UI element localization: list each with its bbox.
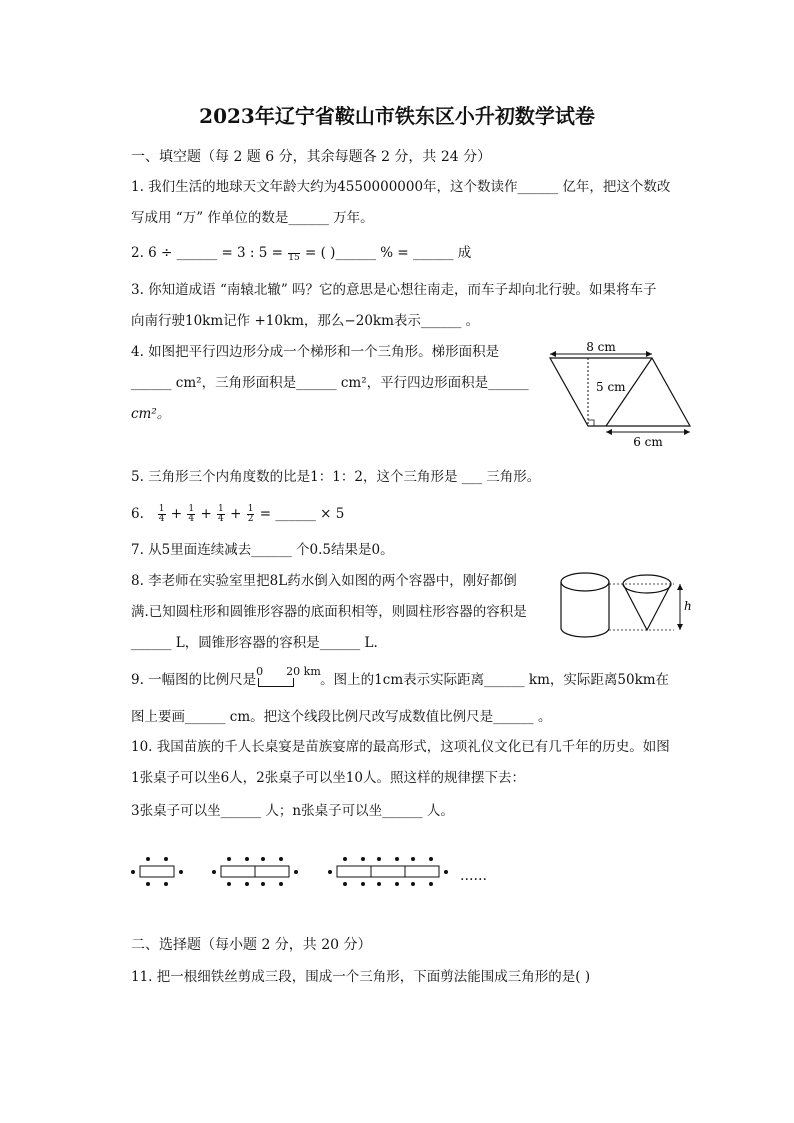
q3-line2: 向南行驶10km记作 +10km，那么−20km表示______ 。 — [131, 313, 480, 329]
q6-eq: = ______ × 5 — [259, 506, 345, 522]
q2-part-b: = ( )______ % = ______ 成 — [305, 245, 472, 261]
q8-line2: 满.已知圆柱形和圆锥形容器的底面积相等，则圆柱形容器的容积是 — [131, 604, 527, 620]
table-1 — [140, 866, 174, 877]
q10-line3: 3张桌子可以坐______ 人；n张桌子可以坐______ 人。 — [131, 803, 454, 819]
q2-line — [131, 243, 471, 263]
q8-line1: 8. 李老师在实验室里把8L药水倒入如图的两个容器中，刚好都倒 — [131, 573, 517, 589]
frac-3: $\frac{1}{4}$ — [218, 504, 224, 524]
section1-heading: 一、填空题（每 2 题 6 分，其余每题各 2 分，共 24 分） — [131, 149, 492, 165]
q2-fraction: 15 — [288, 244, 299, 263]
frac-4: $\frac{1}{2}$ — [247, 504, 254, 524]
bottom-length-label: 6 cm — [633, 435, 663, 449]
parallelogram-figure — [540, 336, 700, 452]
q4-line3: cm²。 — [131, 406, 171, 422]
q1-line2: 写成用 “万” 作单位的数是______ 万年。 — [131, 210, 374, 226]
q2-part-a: 2. 6 ÷ ______ = 3 : 5 = — [131, 245, 283, 261]
q4-line1: 4. 如图把平行四边形分成一个梯形和一个三角形。梯形面积是 — [131, 344, 500, 360]
cylinder-top — [561, 573, 609, 591]
containers-figure — [556, 566, 696, 642]
frac-2: $\frac{1}{4}$ — [188, 504, 195, 524]
h-label: h — [684, 599, 692, 613]
scale-bar: 0 20 km — [256, 670, 320, 690]
q10-line1: 10. 我国苗族的千人长桌宴是苗族宴席的最高形式，这项礼仪文化已有几千年的历史。如图 — [131, 739, 670, 755]
q6-line: 6. $\frac{1}{4}$ + $\frac{1}{4}$ + $\frac{1}{4}$ + $\frac{1}{2}$ = ______ × 5 — [131, 504, 345, 524]
top-arrow-right — [646, 351, 652, 357]
cylinder-bottom — [561, 628, 609, 637]
q4-line2: ______ cm²，三角形面积是______ cm²，平行四边形面积是______ — [131, 375, 529, 391]
q11-text: 11. 把一根细铁丝剪成三段，围成一个三角形，下面剪法能围成三角形的是( ) — [131, 969, 591, 985]
q9-line1: 9. 一幅图的比例尺是 0 20 km 。图上的1cm表示实际距离______ km，实际距离50km在 — [131, 665, 670, 688]
height-label: 5 cm — [596, 380, 626, 394]
bottom-arrow-left — [606, 429, 612, 435]
q3-line1: 3. 你知道成语 “南辕北辙” 吗？它的意思是心想往南走，而车子却向北行驶。如果将车子 — [131, 282, 657, 298]
q9-line2: 图上要画______ cm。把这个线段比例尺改写成数值比例尺是______ 。 — [131, 709, 552, 725]
q7-text: 7. 从5里面连续减去______ 个0.5结果是0。 — [131, 542, 394, 558]
tables-figure — [126, 853, 466, 889]
table-3 — [337, 866, 439, 877]
tables-ellipsis: …… — [460, 868, 487, 884]
q1-line1: 1. 我们生活的地球天文年龄大约为4550000000年，这个数读作______ 亿年，把这个数改 — [131, 179, 671, 195]
right-angle-mark — [588, 420, 594, 426]
bottom-arrow-right — [684, 429, 690, 435]
top-length-label: 8 cm — [586, 340, 616, 354]
exam-title: 2023年辽宁省鞍山市铁东区小升初数学试卷 — [199, 104, 595, 128]
frac-1: $\frac{1}{4}$ — [158, 504, 165, 524]
top-arrow-left — [550, 351, 556, 357]
q5-text: 5. 三角形三个内角度数的比是1：1：2，这个三角形是 ___ 三角形。 — [131, 469, 541, 485]
section2-heading: 二、选择题（每小题 2 分，共 20 分） — [131, 937, 372, 953]
q8-line3: ______ L，圆锥形容器的容积是______ L. — [131, 635, 378, 651]
q10-line2: 1张桌子可以坐6人，2张桌子可以坐10人。照这样的规律摆下去： — [131, 770, 525, 786]
